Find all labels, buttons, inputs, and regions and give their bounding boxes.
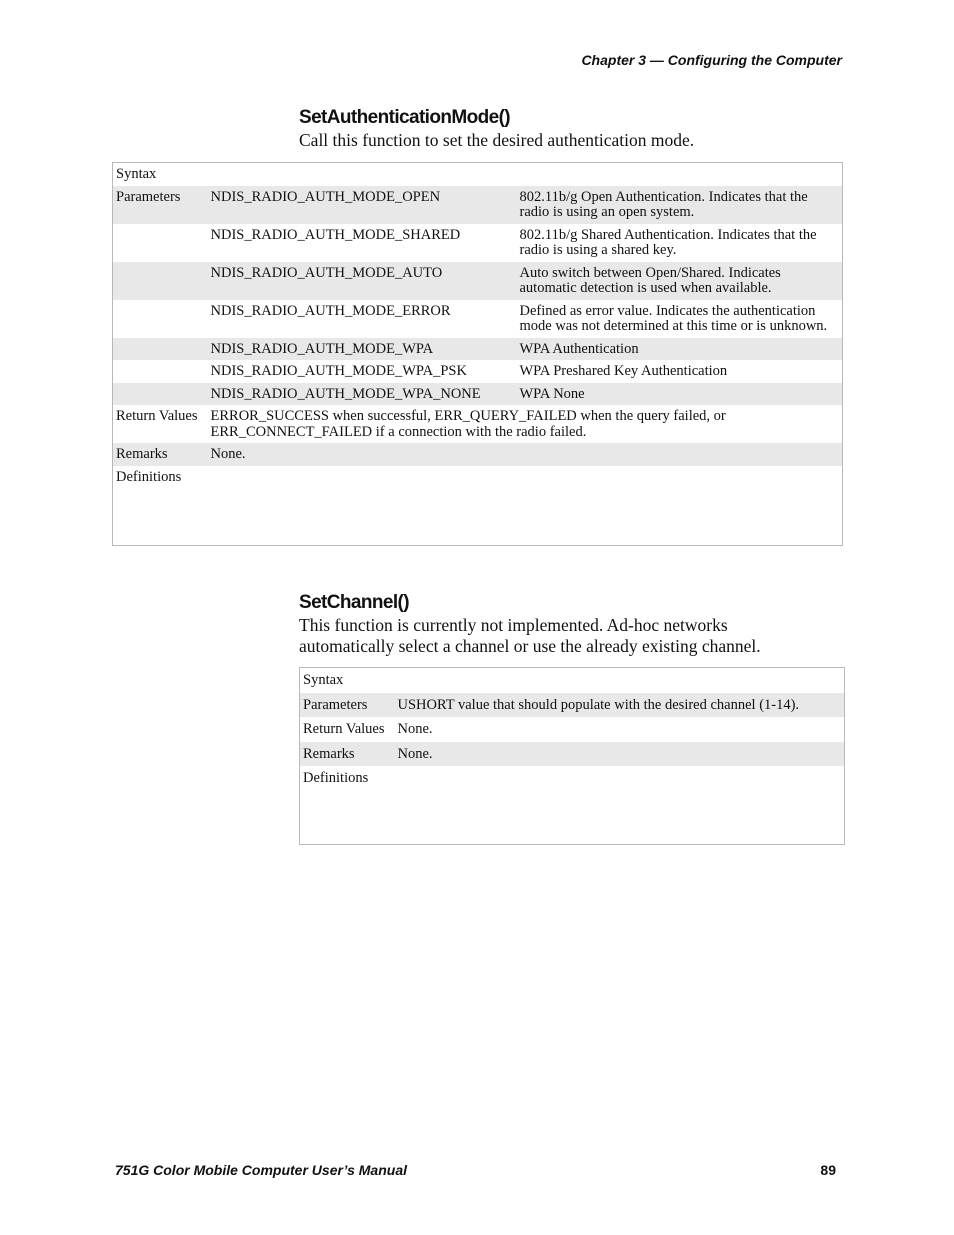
parameters-label: Parameters bbox=[300, 693, 395, 718]
syntax-value bbox=[208, 163, 843, 186]
definitions-label: Definitions bbox=[303, 770, 369, 786]
parameters-row bbox=[300, 693, 845, 718]
table-row bbox=[113, 224, 843, 262]
table-row bbox=[113, 338, 843, 361]
section-title-setauthenticationmode: SetAuthenticationMode() bbox=[299, 107, 511, 128]
return-values-label: Return Values bbox=[303, 721, 385, 737]
syntax-row bbox=[113, 163, 843, 186]
remarks-value: None. bbox=[395, 742, 845, 767]
definitions-row bbox=[300, 766, 845, 845]
syntax-value bbox=[395, 668, 845, 693]
param-name: NDIS_RADIO_AUTH_MODE_WPA_NONE bbox=[208, 383, 517, 406]
param-desc: WPA Preshared Key Authentication bbox=[519, 363, 728, 379]
remarks-row bbox=[113, 443, 843, 466]
return-values-value: ERROR_SUCCESS when successful, ERR_QUERY_FAILED when the query failed, or ERR_CONNECT_FAILED if a connection with the radio failed. bbox=[210, 408, 726, 440]
param-desc: 802.11b/g Shared Authentication. Indicates that the radio is using a shared key. bbox=[519, 226, 817, 258]
remarks-label: Remarks bbox=[300, 742, 395, 767]
table-row bbox=[113, 383, 843, 406]
footer-manual-title: 751G Color Mobile Computer User’s Manual bbox=[115, 1162, 407, 1178]
param-name: NDIS_RADIO_AUTH_MODE_AUTO bbox=[208, 262, 517, 300]
setchannel-table bbox=[299, 667, 845, 845]
parameters-value: USHORT value that should populate with the desired channel (1-14). bbox=[395, 693, 845, 718]
table-row bbox=[113, 262, 843, 300]
definitions-value bbox=[395, 766, 845, 845]
table-row bbox=[113, 300, 843, 338]
syntax-label: Syntax bbox=[116, 166, 157, 182]
param-name: NDIS_RADIO_AUTH_MODE_ERROR bbox=[210, 302, 451, 319]
remarks-label: Remarks bbox=[113, 443, 208, 466]
definitions-label: Definitions bbox=[116, 468, 182, 485]
remarks-row bbox=[300, 742, 845, 767]
param-name: NDIS_RADIO_AUTH_MODE_SHARED bbox=[210, 226, 461, 243]
definitions-value bbox=[208, 466, 843, 546]
param-name: NDIS_RADIO_AUTH_MODE_WPA_PSK bbox=[210, 363, 467, 379]
param-desc: WPA Authentication bbox=[517, 338, 843, 361]
parameters-label: Parameters bbox=[113, 186, 208, 224]
syntax-row bbox=[300, 668, 845, 693]
return-values-value: None. bbox=[397, 721, 433, 737]
param-desc: Auto switch between Open/Shared. Indicates automatic detection is used when available. bbox=[517, 262, 843, 300]
section-title-setchannel: SetChannel() bbox=[299, 592, 409, 613]
running-header: Chapter 3 — Configuring the Computer bbox=[581, 52, 842, 68]
setauthenticationmode-table bbox=[112, 162, 843, 546]
page-number: 89 bbox=[820, 1162, 836, 1178]
syntax-label: Syntax bbox=[303, 672, 344, 688]
return-values-row bbox=[113, 405, 843, 443]
return-values-label: Return Values bbox=[116, 408, 198, 424]
param-name: NDIS_RADIO_AUTH_MODE_OPEN bbox=[208, 186, 517, 224]
return-values-row bbox=[300, 717, 845, 742]
param-desc: 802.11b/g Open Authentication. Indicates that the radio is using an open system. bbox=[517, 186, 843, 224]
param-desc: Defined as error value. Indicates the authentication mode was not determined at this time or is unknown. bbox=[519, 302, 828, 334]
param-name: NDIS_RADIO_AUTH_MODE_WPA bbox=[208, 338, 517, 361]
section-description-setauthenticationmode: Call this function to set the desired authentication mode. bbox=[299, 130, 695, 150]
table-row bbox=[113, 360, 843, 383]
definitions-row bbox=[113, 466, 843, 546]
remarks-value: None. bbox=[208, 443, 843, 466]
table-row bbox=[113, 186, 843, 224]
param-desc: WPA None bbox=[517, 383, 843, 406]
section-description-setchannel: This function is currently not implemented. Ad-hoc networks automatically select a channel or use the already existing channel. bbox=[299, 615, 761, 656]
